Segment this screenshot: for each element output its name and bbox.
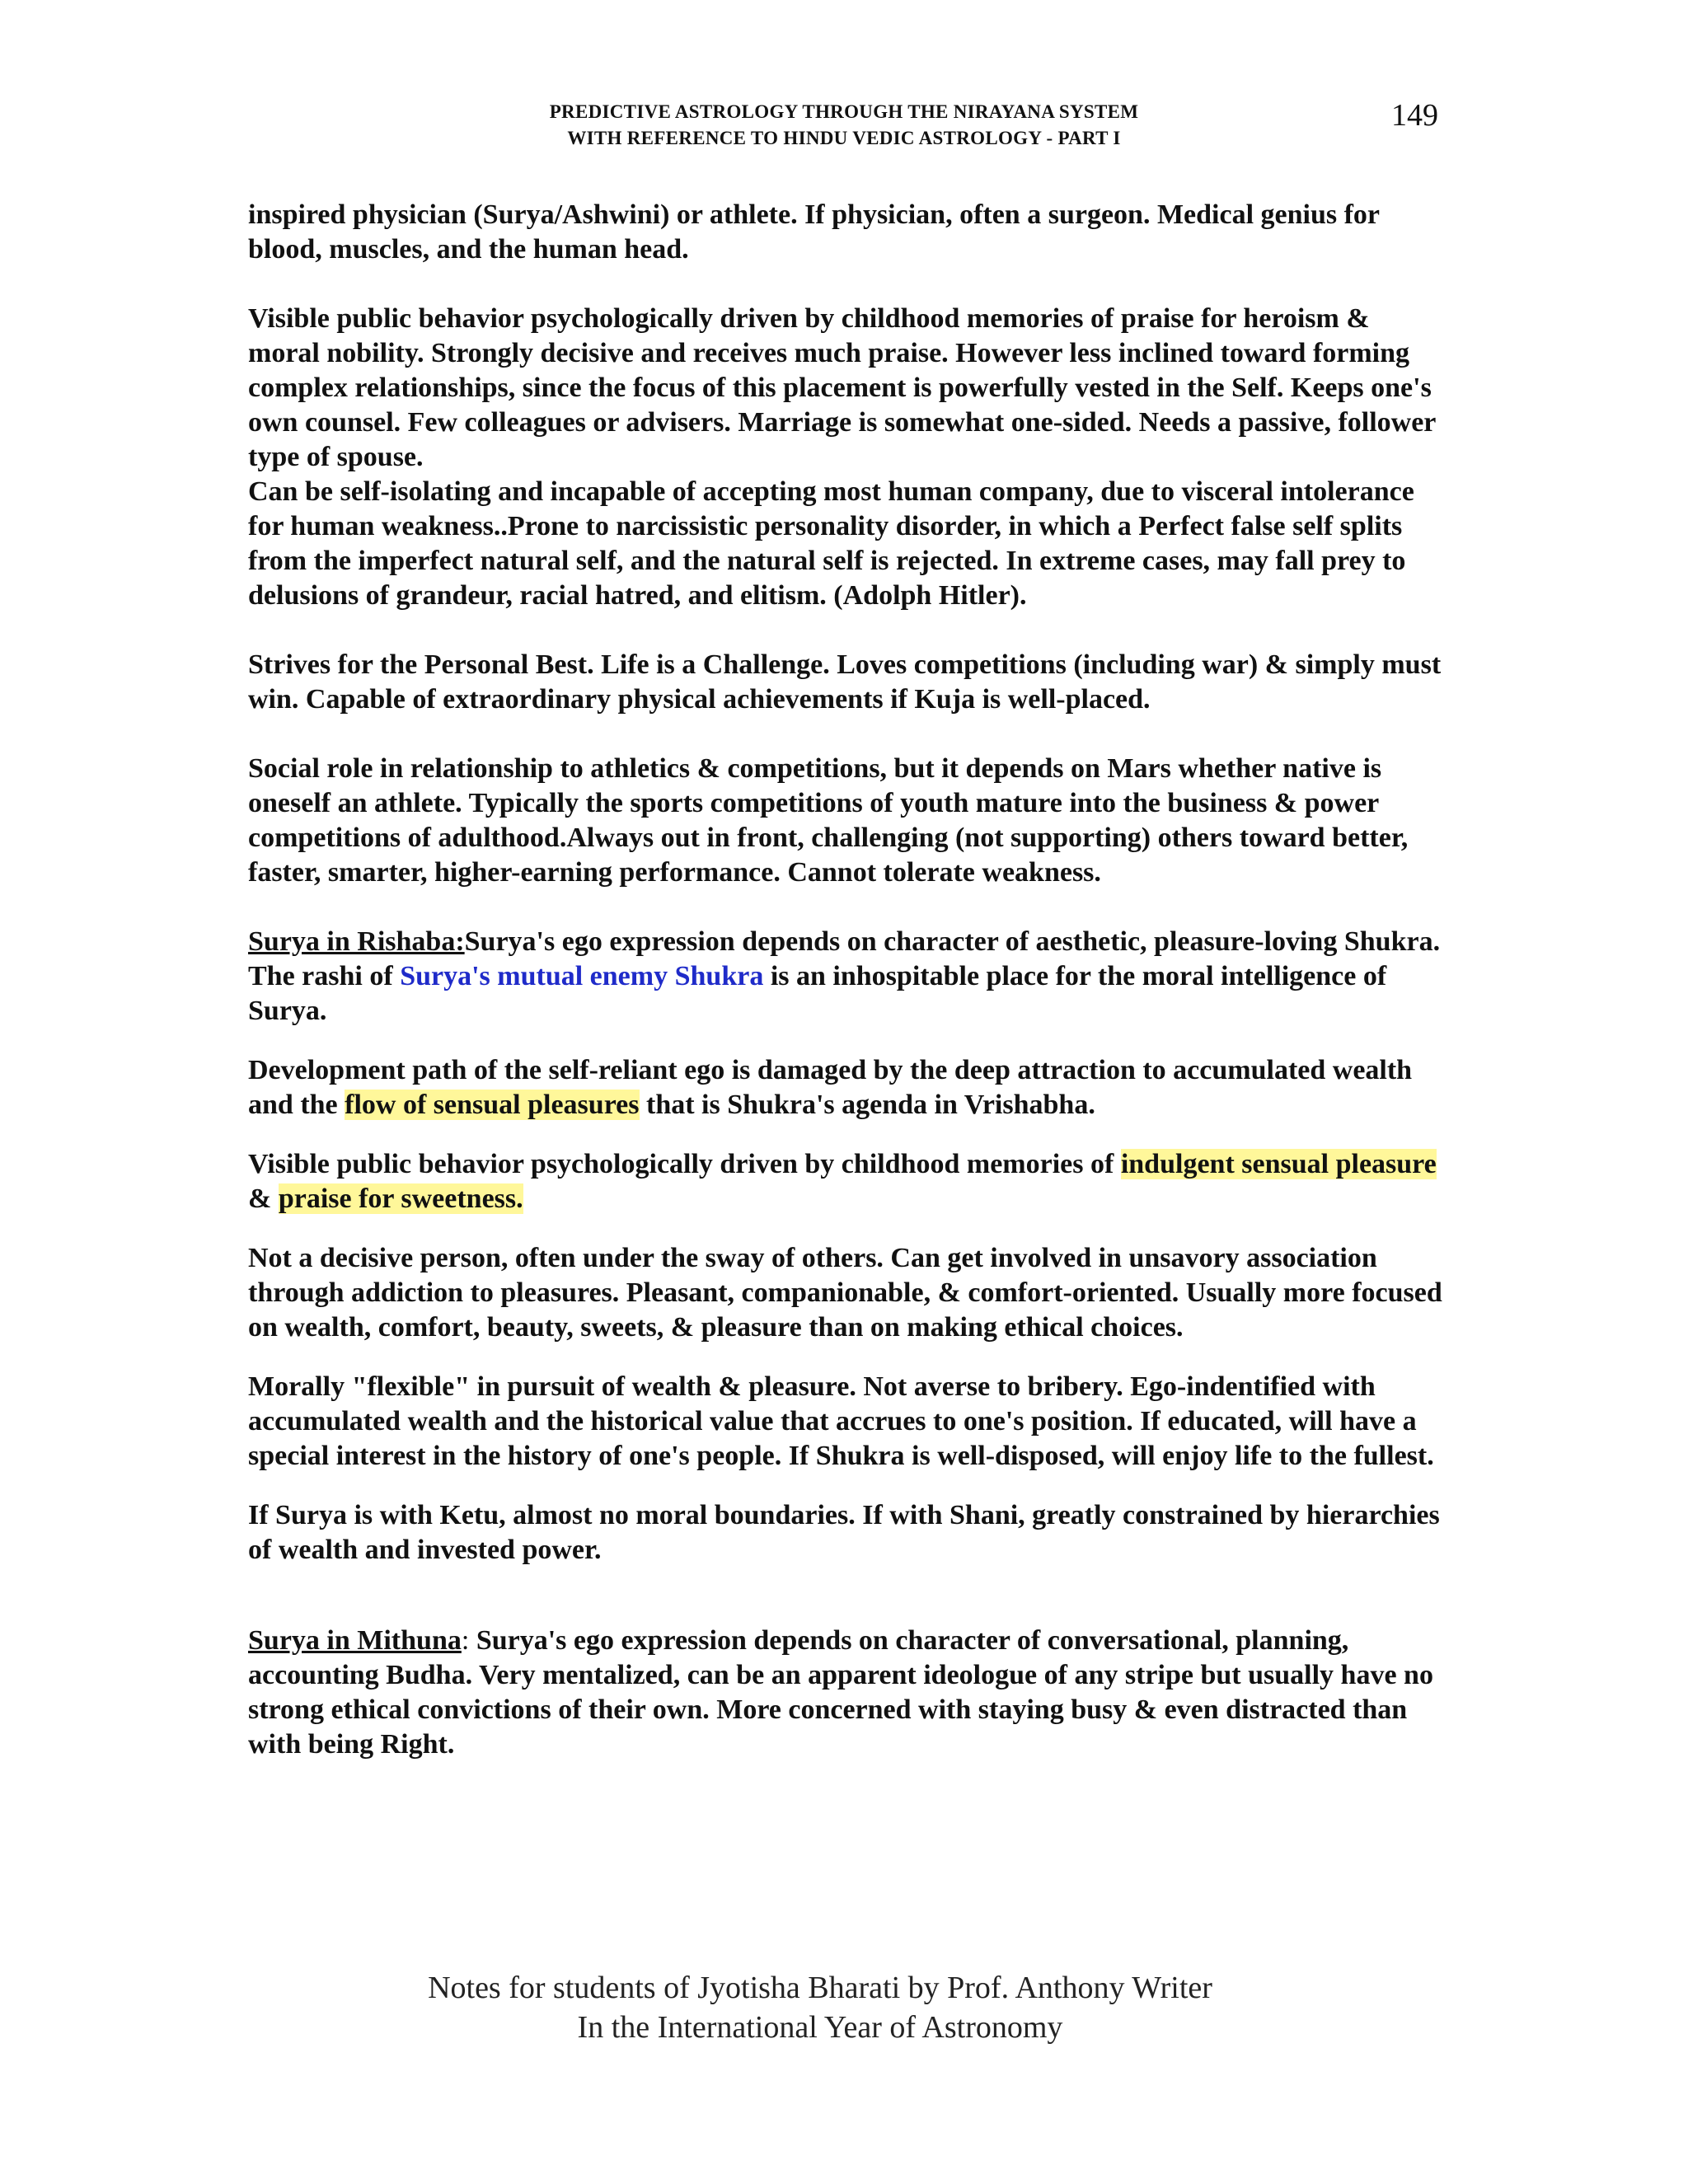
paragraph-text: Surya's ego expression depends on character of aesthetic, pleasure-loving Shukra. The rashi of — [248, 926, 1441, 991]
heading-colon: : — [461, 1625, 470, 1656]
paragraph-text: that is Shukra's agenda in Vrishabha. — [639, 1090, 1095, 1120]
paragraph: Can be self-isolating and incapable of accepting most human company, due to visceral intolerance for human weakness..Prone to narcissistic personality disorder, in which a Perfect false self splits from the imperfect natural self, and the natural self is rejected. In extreme cases, may fall prey to delusions of grandeur, racial hatred, and elitism. (Adolph Hitler). — [248, 476, 1414, 611]
footer-line-1: Notes for students of Jyotisha Bharati by Prof. Anthony Writer — [428, 1971, 1212, 2005]
section-rishaba — [248, 925, 1447, 1029]
paragraph: Social role in relationship to athletics & competitions, but it depends on Mars whether native is oneself an athlete. Typically the sports competitions of youth mature into the business & power competitions of adulthood.Always out in front, challenging (not supporting) others toward better, faster, smarter, higher-earning performance. Cannot tolerate weakness. — [248, 753, 1409, 888]
section-heading-rishaba: Surya in Rishaba: — [248, 926, 465, 957]
paragraph: If Surya is with Ketu, almost no moral boundaries. If with Shani, greatly constrained by hierarchies of wealth and invested power. — [248, 1500, 1440, 1565]
highlighted-text: praise for sweetness. — [278, 1183, 523, 1214]
paragraph: Visible public behavior psychologically driven by childhood memories of praise for heroism & moral nobility. Strongly decisive and receives much praise. However less inclined toward forming complex relationships, since the focus of this placement is powerfully vested in the Self. Keeps one's own counsel. Few colleagues or advisers. Marriage is somewhat one-sided. Needs a passive, follower type of spouse. — [248, 303, 1436, 472]
paragraph-text: is an inhospitable place for the moral intelligence of Surya. — [248, 961, 1387, 1026]
section-mithuna — [248, 1624, 1447, 1762]
header-line-2: WITH REFERENCE TO HINDU VEDIC ASTROLOGY - PART I — [567, 128, 1121, 148]
highlighted-text: indulgent sensual pleasure — [1120, 1149, 1437, 1179]
paragraph: Morally "flexible" in pursuit of wealth & pleasure. Not averse to bribery. Ego-indentified with accumulated wealth and the historical value that accrues to one's position. If educated, will have a special interest in the history of one's people. If Shukra is well-disposed, will enjoy life to the fullest. — [248, 1371, 1434, 1471]
paragraph-text: Visible public behavior psychologically driven by childhood memories of — [248, 1149, 1121, 1179]
page-body — [248, 198, 1447, 1762]
header-line-1: PREDICTIVE ASTROLOGY THROUGH THE NIRAYANA SYSTEM — [549, 101, 1139, 122]
paragraph-text: Surya's ego expression depends on character of conversational, planning, accounting Budha. Very mentalized, can be an apparent ideologue of any stripe but usually have no strong ethical convictions of their own. More concerned with staying busy & even distracted than with being Right. — [248, 1625, 1433, 1760]
footer-line-2: In the International Year of Astronomy — [577, 2010, 1063, 2045]
section-heading-mithuna: Surya in Mithuna — [248, 1625, 462, 1656]
page-footer — [0, 1968, 1640, 2047]
paragraph-text: & — [248, 1183, 279, 1214]
paragraph: Strives for the Personal Best. Life is a Challenge. Loves competitions (including war) & simply must win. Capable of extraordinary physical achievements if Kuja is well-placed. — [248, 649, 1442, 715]
paragraph: inspired physician (Surya/Ashwini) or athlete. If physician, often a surgeon. Medical genius for blood, muscles, and the human head. — [248, 199, 1380, 265]
page-number: 149 — [1391, 98, 1438, 133]
paragraph: Not a decisive person, often under the sway of others. Can get involved in unsavory association through addiction to pleasures. Pleasant, companionable, & comfort-oriented. Usually more focused on wealth, comfort, beauty, sweets, & pleasure than on making ethical choices. — [248, 1243, 1442, 1343]
highlighted-text: flow of sensual pleasures — [345, 1090, 640, 1120]
paragraph — [248, 1053, 1447, 1122]
paragraph — [248, 1147, 1447, 1216]
blue-link[interactable]: Surya's mutual enemy Shukra — [400, 961, 764, 991]
paragraph-text: Development path of the self-reliant ego is damaged by the deep attraction to accumulated wealth and the — [248, 1055, 1413, 1120]
